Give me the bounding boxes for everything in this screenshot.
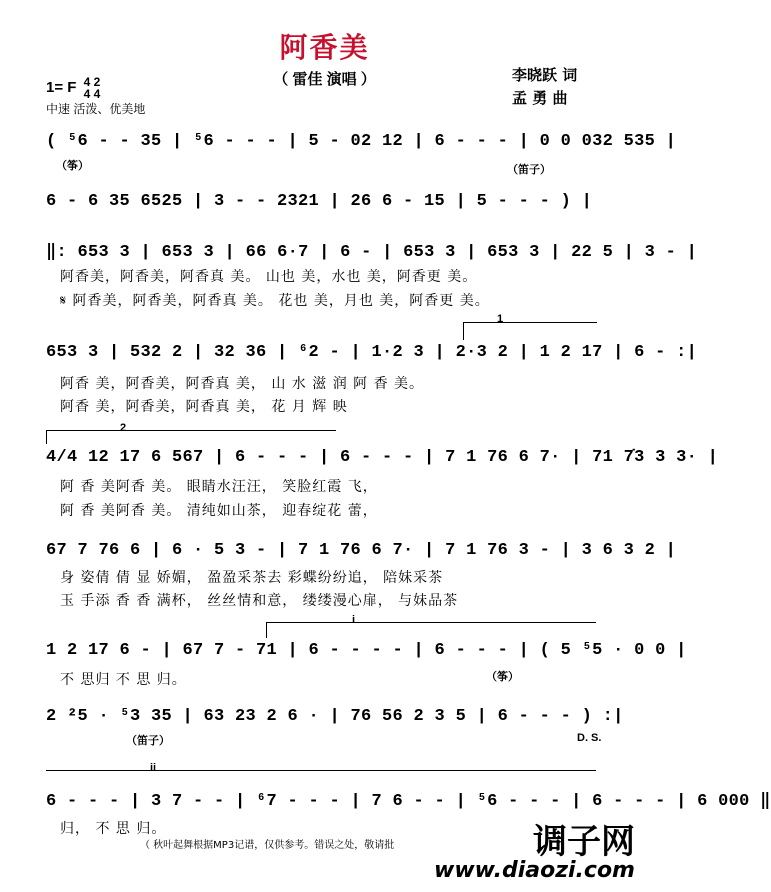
notation-row: 4/4 12 17 6 567 | 6 - - - | 6 - - - | 7 1 76 6 7· | 71 7̇3 3 3· | <box>46 448 719 467</box>
volta-i: i <box>352 614 356 626</box>
volta-2: 2 <box>120 422 127 434</box>
lyric-line: 𝄋 阿香美，阿香美，阿香真 美。 花也 美，月也 美，阿香更 美。 <box>60 293 490 309</box>
lyric-line: 玉 手添 香 香 满杯， 丝丝情和意， 缕缕漫心扉， 与妹品茶 <box>60 593 459 609</box>
lyric-line: 阿香 美，阿香美，阿香真 美， 花 月 辉 映 <box>60 399 348 415</box>
notation-row: 6 - - - | 3 7 - - | ⁶7 - - - | 7 6 - - | ⁵6 - - - | 6 - - - | 6 000 ‖ <box>46 792 771 811</box>
tempo-marking: 中速 活泼、优美地 <box>46 102 146 116</box>
key-signature <box>46 76 100 100</box>
notation-row: ‖: 653 3 | 653 3 | 66 6·7 | 6 - | 653 3 | 653 3 | 22 5 | 3 - | <box>46 243 698 262</box>
notation-row: ( ⁵6 - - 35 | ⁵6 - - - | 5 - 02 12 | 6 - - - | 0 0 032 535 | <box>46 132 677 151</box>
footer-note: （ 秋叶起舞根据MP3记谱，仅供参考。错误之处，敬请批 <box>140 840 395 851</box>
watermark-url: www.diaozi.com <box>434 858 635 883</box>
time-signature <box>84 76 101 100</box>
meter-top: 4 2 <box>83 75 101 89</box>
composer-credit: 孟 勇 曲 <box>512 89 568 107</box>
lyricist-credit: 李晓跃 词 <box>512 66 578 84</box>
singer-credit: （ 雷佳 演唱 ） <box>273 71 376 88</box>
instrument-label: （笛子） <box>126 735 170 747</box>
lyric-line: 阿 香 美阿香 美。 眼睛水汪汪， 笑脸红霞 飞， <box>60 479 378 495</box>
volta-1: 1 <box>497 313 504 325</box>
instrument-label: D. S. <box>577 732 602 744</box>
lyric-line: 归， 不 思 归。 <box>60 821 167 837</box>
meter-bottom: 4 4 <box>83 87 101 101</box>
notation-row: 1 2 17 6 - | 67 7 - 71 | 6 - - - - | 6 - - - | ( 5 ⁵5 · 0 0 | <box>46 641 687 660</box>
watermark-logo: 调子网 <box>533 822 635 862</box>
instrument-label: （笛子） <box>507 164 551 176</box>
lyric-line: 阿 香 美阿香 美。 清纯如山茶， 迎春绽花 蕾， <box>60 503 378 519</box>
volta-ii: ii <box>150 762 157 774</box>
lyric-line: 不 思归 不 思 归。 <box>60 672 187 688</box>
notation-row: 67 7 76 6 | 6 · 5 3 - | 7 1 76 6 7· | 7 1 76 3 - | 3 6 3 2 | <box>46 541 677 560</box>
notation-row: 6 - 6 35 6525 | 3 - - 2321 | 26 6 - 15 | 5 - - - ) | <box>46 192 593 211</box>
lyric-line: 阿香 美，阿香美，阿香真 美， 山 水 滋 润 阿 香 美。 <box>60 376 425 392</box>
lyric-line: 阿香美，阿香美，阿香真 美。 山也 美，水也 美，阿香更 美。 <box>60 269 478 285</box>
notation-row: 2 ²5 · ⁵3 35 | 63 23 2 6 · | 76 56 2 3 5 | 6 - - - ) :| <box>46 707 624 726</box>
key-label: 1= F <box>46 78 77 96</box>
instrument-label: （筝） <box>486 671 519 683</box>
notation-row: 653 3 | 532 2 | 32 36 | ⁶2 - | 1·2 3 | 2·3 2 | 1 2 17 | 6 - :| <box>46 343 698 362</box>
instrument-label: （筝） <box>56 160 89 172</box>
song-title: 阿香美 <box>279 31 370 64</box>
lyric-line: 身 姿倩 倩 显 娇媚， 盈盈采茶去 彩蝶纷纷追， 陪妹采茶 <box>60 570 444 586</box>
